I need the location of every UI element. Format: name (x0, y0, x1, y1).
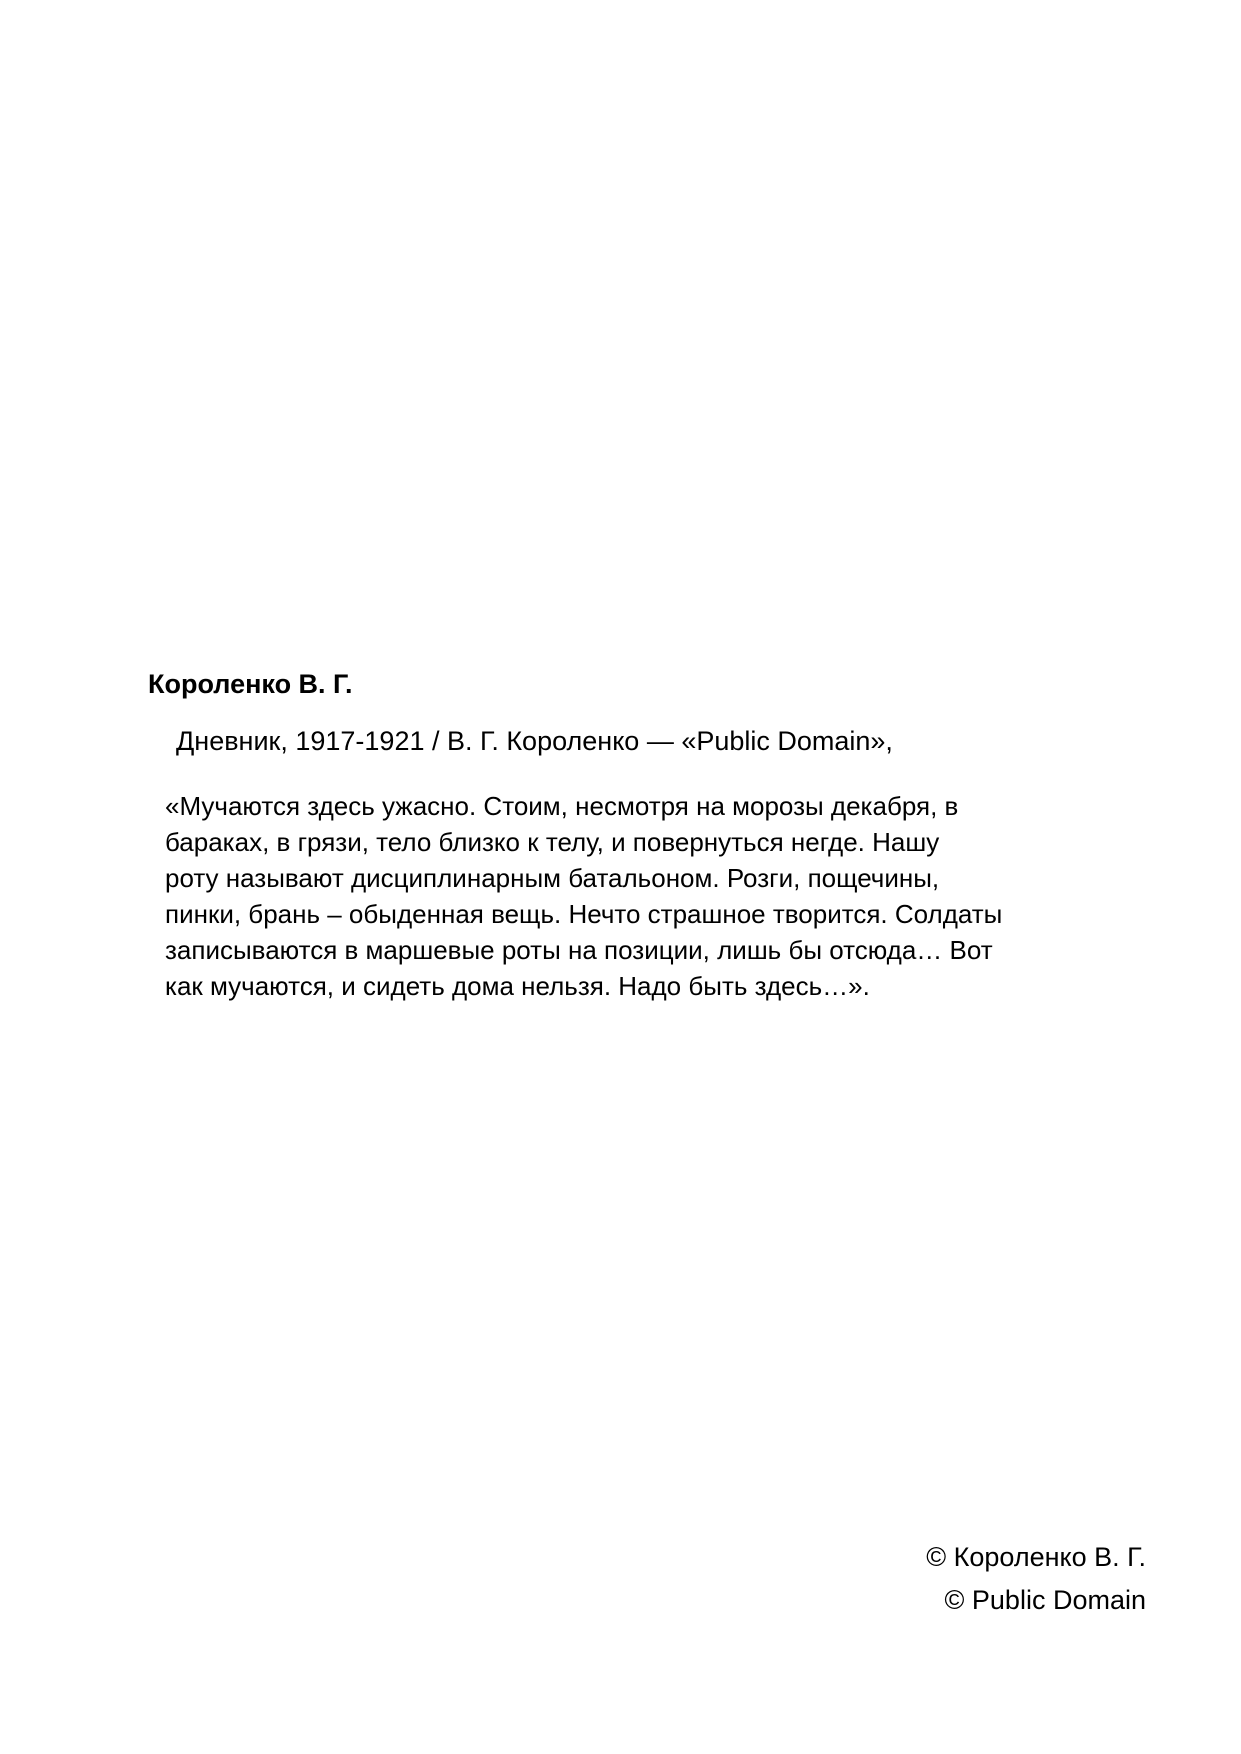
annotation-line: бараках, в грязи, тело близко к телу, и повернуться негде. Нашу (165, 827, 940, 857)
annotation-line: записываются в маршевые роты на позиции, лишь бы отсюда… Вот (165, 935, 993, 965)
author-heading: Короленко В. Г. (148, 669, 353, 699)
annotation-text (165, 788, 1002, 1004)
copyright-license: © Public Domain (944, 1585, 1146, 1615)
bibliographic-line: Дневник, 1917-1921 / В. Г. Короленко — «Public Domain», (176, 726, 893, 756)
annotation-line: «Мучаются здесь ужасно. Стоим, несмотря на морозы декабря, в (165, 791, 959, 821)
copyright-author: © Короленко В. Г. (926, 1542, 1146, 1572)
annotation-line: как мучаются, и сидеть дома нельзя. Надо быть здесь…». (165, 971, 870, 1001)
copyright-block (926, 1536, 1146, 1622)
annotation-line: роту называют дисциплинарным батальоном. Розги, пощечины, (165, 863, 940, 893)
annotation-line: пинки, брань – обыденная вещь. Нечто страшное творится. Солдаты (165, 899, 1003, 929)
